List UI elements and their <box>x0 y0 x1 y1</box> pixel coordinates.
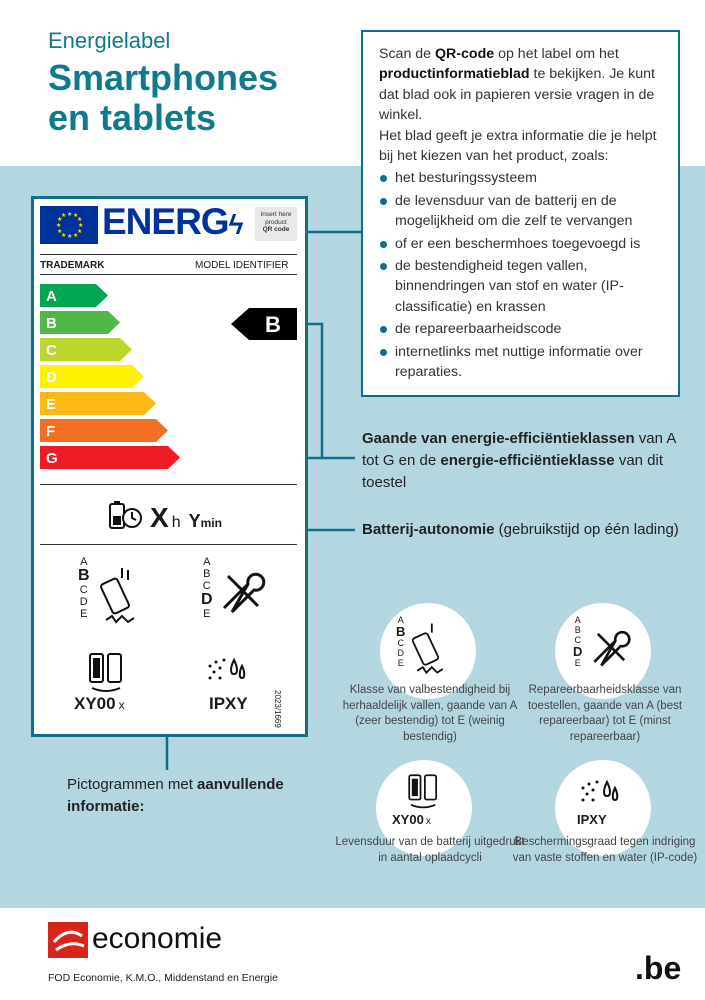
svg-text:B: B <box>265 312 281 337</box>
info-bullet: de bestendigheid tegen vallen, binnendringen van stof en water (IP-classificatie) en krassen <box>379 256 664 317</box>
energy-class-letter: D <box>46 369 57 386</box>
energy-class-band-g <box>40 446 180 469</box>
eu-flag-icon <box>40 206 98 244</box>
wrench-screwdriver-icon <box>218 566 268 621</box>
svg-text:★: ★ <box>61 212 67 219</box>
info-intro-2: Het blad geeft je extra informatie die je helpt bij het kiezen van het product, zoals: <box>379 127 657 165</box>
divider <box>40 484 297 485</box>
economie-wordmark: economie <box>92 922 223 955</box>
ip-code-value: IPXY <box>209 694 248 713</box>
energy-class-letter: G <box>46 450 58 467</box>
energy-class-band-e <box>40 392 156 415</box>
info-bullet: de repareerbaarheidscode <box>379 319 664 339</box>
qr-code-placeholder: Insert here product QR code <box>255 207 297 241</box>
dust-water-icon <box>577 774 623 810</box>
drop-scale: A B C D E <box>78 556 90 620</box>
drop-resistance-caption: Klasse van valbestendigheid bij herhaaldelijk vallen, gaande van A (zeer bestendig) tot E (weinig bestendig) <box>342 684 518 743</box>
svg-text:★: ★ <box>78 222 84 229</box>
repair-scale: A B C D E <box>201 556 213 620</box>
battery-cycles-value: XY00 x <box>74 694 125 713</box>
model-identifier-label: MODEL IDENTIFIER <box>195 260 289 271</box>
drop-resistance-bubble: A B C D E <box>380 603 476 699</box>
divider <box>40 544 297 545</box>
energy-classes-explanation: Gaande van energie-efficiëntieklassen van A tot G en de energie-efficiëntieklasse van dit toestel <box>362 430 676 491</box>
svg-text:★: ★ <box>61 232 67 239</box>
info-bullet: het besturingssysteem <box>379 168 664 188</box>
svg-text:★: ★ <box>73 212 79 219</box>
svg-text:★: ★ <box>67 233 73 240</box>
svg-text:★: ★ <box>57 216 63 223</box>
energy-class-letter: C <box>46 342 57 359</box>
selected-class-marker <box>231 308 297 340</box>
energy-class-band-f <box>40 419 168 442</box>
svg-text:★: ★ <box>56 222 62 229</box>
repairability-bubble: A B C D E <box>555 603 651 699</box>
page-title: Smartphones en tablets <box>48 57 279 138</box>
energy-class-letter: E <box>46 396 57 413</box>
energy-class-letter: B <box>46 315 57 332</box>
energ-logo: ENERGϟ <box>102 201 243 242</box>
dust-water-icon <box>204 652 250 693</box>
phone-drop-icon <box>98 566 142 631</box>
energy-class-letter: F <box>46 423 56 440</box>
economie-logo-icon <box>48 922 88 963</box>
info-bullet: de levensduur van de batterij en de mogelijkheid om die zelf te vervangen <box>379 191 664 232</box>
info-bullet: internetlinks met nuttige informatie over reparaties. <box>379 342 664 383</box>
repairability-caption: Repareerbaarheidsklasse van toestellen, gaande van A (best repareerbaar) tot E (minst repareerbaar) <box>527 684 683 743</box>
info-bullet: of er een beschermhoes toegevoegd is <box>379 234 664 254</box>
battery-clock-icon <box>108 500 144 535</box>
svg-text:★: ★ <box>57 228 63 235</box>
regulation-number: 2023/1669 <box>273 690 282 728</box>
divider <box>40 274 297 275</box>
svg-text:★: ★ <box>73 232 79 239</box>
divider <box>40 254 297 255</box>
ip-code-caption: Beschermingsgraad tegen indriging van vaste stoffen en water (IP-code) <box>512 836 698 864</box>
svg-text:★: ★ <box>77 228 83 235</box>
wrench-screwdriver-icon <box>589 625 633 669</box>
svg-text:★: ★ <box>67 211 73 218</box>
ip-code-bubble: IPXY <box>555 760 651 856</box>
be-logo: .be <box>635 950 682 986</box>
info-intro: Scan de QR-code op het label om het productinformatieblad te bekijken. Je kunt dat blad ook in papieren versie vragen in de winkel. <box>379 46 655 124</box>
trademark-label: TRADEMARK <box>40 260 105 271</box>
battery-cycles-icon <box>84 648 130 699</box>
energy-class-letter: A <box>46 288 57 305</box>
phone-drop-icon <box>410 621 450 677</box>
autonomy-value: Xh Ymin <box>150 502 222 533</box>
battery-cycles-bubble: XY00 x <box>376 760 472 856</box>
pictograms-explanation: Pictogrammen met aanvullende informatie: <box>67 776 284 815</box>
page-subtitle: Energielabel <box>48 28 171 53</box>
battery-cycles-icon <box>404 770 444 810</box>
battery-autonomy-explanation: Batterij-autonomie (gebruikstijd op één lading) <box>362 521 679 538</box>
svg-text:★: ★ <box>77 216 83 223</box>
battery-cycles-caption: Levensduur van de batterij uitgedrukt in aantal oplaadcycli <box>335 836 525 864</box>
energy-class-scale <box>40 284 190 474</box>
fod-name: FOD Economie, K.M.O., Middenstand en Energie <box>48 972 278 984</box>
